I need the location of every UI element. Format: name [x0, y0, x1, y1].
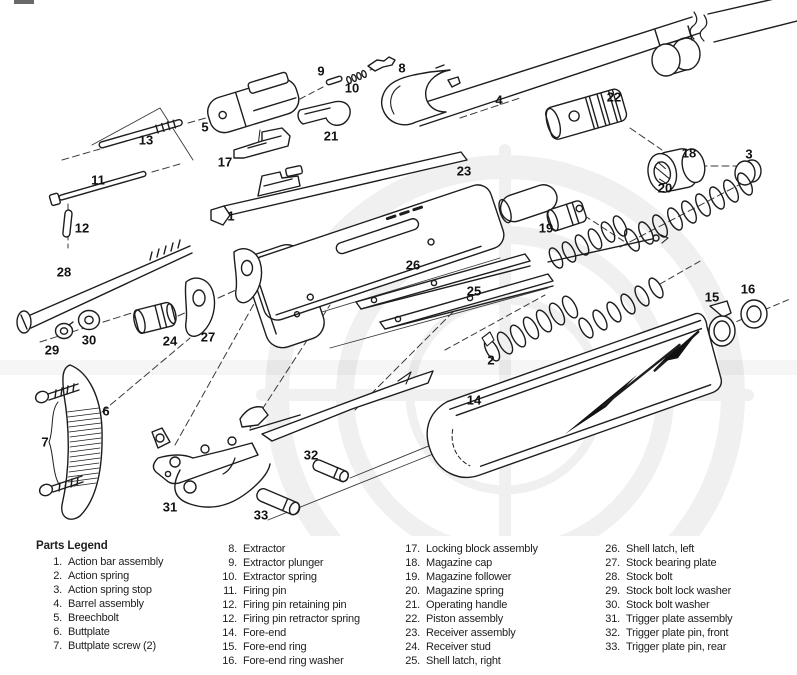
part-number-label: 17 — [217, 154, 233, 170]
part-number-label: 2 — [487, 352, 495, 368]
legend-item-number: 32. — [605, 627, 620, 639]
legend-item-number: 3. — [53, 584, 62, 596]
part-stock-bolt-lock-washer — [56, 322, 74, 339]
legend-item-number: 2. — [53, 570, 62, 582]
legend-item-number: 33. — [605, 641, 620, 653]
legend-item-number: 27. — [605, 557, 620, 569]
parts-legend — [0, 536, 797, 675]
part-extractor — [368, 57, 395, 71]
legend-item — [594, 626, 732, 640]
part-number-label: 22 — [606, 89, 622, 105]
legend-item-label: Extractor plunger — [243, 557, 324, 569]
legend-item-number: 11. — [223, 585, 237, 597]
legend-item — [211, 584, 360, 598]
legend-column-4 — [594, 542, 732, 654]
legend-item-number: 26. — [605, 543, 620, 555]
part-trigger-plate-pin-front — [311, 458, 349, 483]
part-number-label: 18 — [681, 145, 697, 161]
legend-item — [394, 598, 538, 612]
part-number-label: 25 — [466, 283, 482, 299]
legend-item — [36, 555, 163, 569]
legend-item-label: Stock bearing plate — [626, 557, 717, 569]
part-number-label: 31 — [162, 499, 178, 515]
part-number-label: 24 — [162, 333, 178, 349]
legend-item — [211, 542, 360, 556]
legend-item-number: 20. — [405, 585, 420, 597]
legend-item-number: 7. — [53, 640, 62, 652]
legend-item-number: 19. — [405, 571, 420, 583]
legend-item-label: Stock bolt — [626, 571, 673, 583]
part-firing-pin — [49, 168, 147, 206]
part-fore-end-ring-washer — [741, 300, 767, 328]
part-number-label: 27 — [200, 329, 216, 345]
part-number-label: 29 — [44, 342, 60, 358]
part-number-label: 1 — [227, 208, 235, 224]
part-number-label: 16 — [740, 281, 756, 297]
part-number-label: 28 — [56, 264, 72, 280]
legend-item-label: Extractor spring — [243, 571, 317, 583]
legend-item — [394, 556, 538, 570]
legend-title: Parts Legend — [36, 540, 108, 552]
legend-item-label: Shell latch, left — [626, 543, 695, 555]
legend-item-label: Action bar assembly — [68, 556, 164, 568]
part-number-label: 11 — [91, 172, 105, 188]
part-number-label: 5 — [201, 119, 209, 135]
legend-item — [36, 625, 163, 639]
legend-item — [394, 626, 538, 640]
legend-item-number: 22. — [405, 613, 420, 625]
legend-item-number: 14. — [222, 627, 237, 639]
part-number-label: 9 — [317, 63, 325, 79]
legend-item-label: Firing pin retractor spring — [243, 613, 360, 625]
legend-item-label: Action spring — [68, 570, 129, 582]
legend-item-label: Barrel assembly — [68, 598, 144, 610]
legend-item — [394, 584, 538, 598]
legend-item — [211, 598, 360, 612]
legend-item-label: Firing pin retaining pin — [243, 599, 347, 611]
legend-item-number: 6. — [53, 626, 62, 638]
legend-item-number: 25. — [405, 655, 420, 667]
legend-item-label: Operating handle — [426, 599, 508, 611]
part-number-label: 20 — [657, 180, 673, 196]
legend-item-label: Trigger plate pin, front — [626, 627, 729, 639]
legend-item — [394, 570, 538, 584]
legend-item-label: Buttplate screw (2) — [68, 640, 156, 652]
legend-item-label: Fore-end ring washer — [243, 655, 344, 667]
legend-item-label: Magazine cap — [426, 557, 493, 569]
legend-item — [36, 639, 163, 653]
legend-item-label: Receiver stud — [426, 641, 491, 653]
legend-item-number: 10. — [222, 571, 237, 583]
legend-item-label: Stock bolt lock washer — [626, 585, 732, 597]
legend-item-label: Locking block assembly — [426, 543, 538, 555]
legend-item — [394, 640, 538, 654]
legend-item-number: 12. — [222, 613, 237, 625]
legend-item — [36, 611, 163, 625]
part-action-spring-stop — [735, 160, 761, 185]
part-number-label: 12 — [74, 220, 90, 236]
legend-item-label: Trigger plate assembly — [626, 613, 733, 625]
corner-mark — [14, 0, 34, 4]
part-number-label: 15 — [704, 289, 720, 305]
part-magazine-cap — [644, 145, 708, 195]
legend-item — [394, 612, 538, 626]
legend-item-label: Magazine spring — [426, 585, 504, 597]
legend-item-number: 31. — [605, 613, 620, 625]
part-number-label: 7 — [41, 434, 49, 450]
legend-item — [594, 612, 732, 626]
legend-item — [36, 583, 163, 597]
part-number-label: 32 — [303, 447, 319, 463]
legend-item-label: Breechbolt — [68, 612, 119, 624]
part-firing-pin-spring — [98, 118, 183, 149]
legend-item — [211, 612, 360, 626]
legend-item-number: 18. — [405, 557, 420, 569]
part-receiver-stud — [132, 301, 179, 334]
legend-item-number: 23. — [405, 627, 420, 639]
part-number-label: 4 — [495, 92, 503, 108]
part-extractor-plunger — [326, 76, 343, 86]
legend-item — [394, 542, 538, 556]
legend-item-label: Piston assembly — [426, 613, 504, 625]
legend-item-number: 24. — [405, 641, 420, 653]
part-number-label: 21 — [323, 128, 339, 144]
legend-column-3 — [394, 542, 538, 668]
legend-item-number: 4. — [53, 598, 62, 610]
part-stock-bearing-plate — [185, 249, 261, 336]
legend-item-number: 21. — [405, 599, 420, 611]
legend-item-number: 5. — [53, 612, 62, 624]
legend-item — [594, 640, 732, 654]
part-operating-handle — [298, 101, 350, 125]
part-stock-bolt-washer — [79, 311, 100, 330]
legend-item-number: 12. — [222, 599, 237, 611]
legend-item — [594, 556, 732, 570]
legend-item-number: 8. — [228, 543, 237, 555]
part-extractor-spring — [346, 70, 367, 84]
legend-item-label: Receiver assembly — [426, 627, 516, 639]
part-firing-pin-retaining-pin — [63, 210, 73, 238]
legend-item — [211, 570, 360, 584]
legend-item-label: Buttplate — [68, 626, 110, 638]
legend-item-label: Firing pin — [243, 585, 287, 597]
legend-item-number: 17. — [405, 543, 420, 555]
part-number-label: 30 — [81, 332, 97, 348]
legend-item-number: 29. — [605, 585, 620, 597]
part-number-label: 14 — [466, 392, 482, 408]
legend-item-label: Magazine follower — [426, 571, 512, 583]
legend-item-number: 30. — [605, 599, 620, 611]
part-piston — [543, 88, 628, 141]
legend-item — [394, 654, 538, 668]
legend-item — [211, 654, 360, 668]
part-number-label: 8 — [398, 60, 406, 76]
legend-item-number: 28. — [605, 571, 620, 583]
legend-item — [36, 597, 163, 611]
legend-item-label: Extractor — [243, 543, 286, 555]
legend-item — [594, 542, 732, 556]
legend-item — [36, 569, 163, 583]
part-number-label: 6 — [102, 403, 110, 419]
legend-item-number: 16. — [222, 655, 237, 667]
part-number-label: 23 — [456, 163, 472, 179]
legend-item-label: Trigger plate pin, rear — [626, 641, 727, 653]
legend-column-2 — [211, 542, 360, 668]
legend-item-label: Action spring stop — [68, 584, 152, 596]
part-fore-end-ring — [709, 301, 735, 346]
part-locking-block — [234, 128, 290, 158]
legend-item-number: 15. — [222, 641, 237, 653]
legend-item-number: 1. — [53, 556, 62, 568]
legend-item-label: Shell latch, right — [426, 655, 501, 667]
part-number-label: 19 — [538, 220, 554, 236]
legend-column-1 — [36, 540, 163, 653]
legend-item-number: 9. — [228, 557, 237, 569]
part-breechbolt — [203, 70, 303, 136]
legend-item — [211, 640, 360, 654]
legend-item — [594, 598, 732, 612]
legend-item — [594, 570, 732, 584]
legend-item-label: Stock bolt washer — [626, 599, 710, 611]
legend-item — [594, 584, 732, 598]
legend-item-label: Fore-end ring — [243, 641, 307, 653]
part-number-label: 3 — [745, 146, 753, 162]
legend-item-label: Fore-end — [243, 627, 287, 639]
part-number-label: 26 — [405, 257, 421, 273]
part-number-label: 10 — [344, 80, 360, 96]
part-number-label: 13 — [138, 132, 154, 148]
legend-item — [211, 626, 360, 640]
legend-item — [211, 556, 360, 570]
part-number-label: 33 — [253, 507, 269, 523]
